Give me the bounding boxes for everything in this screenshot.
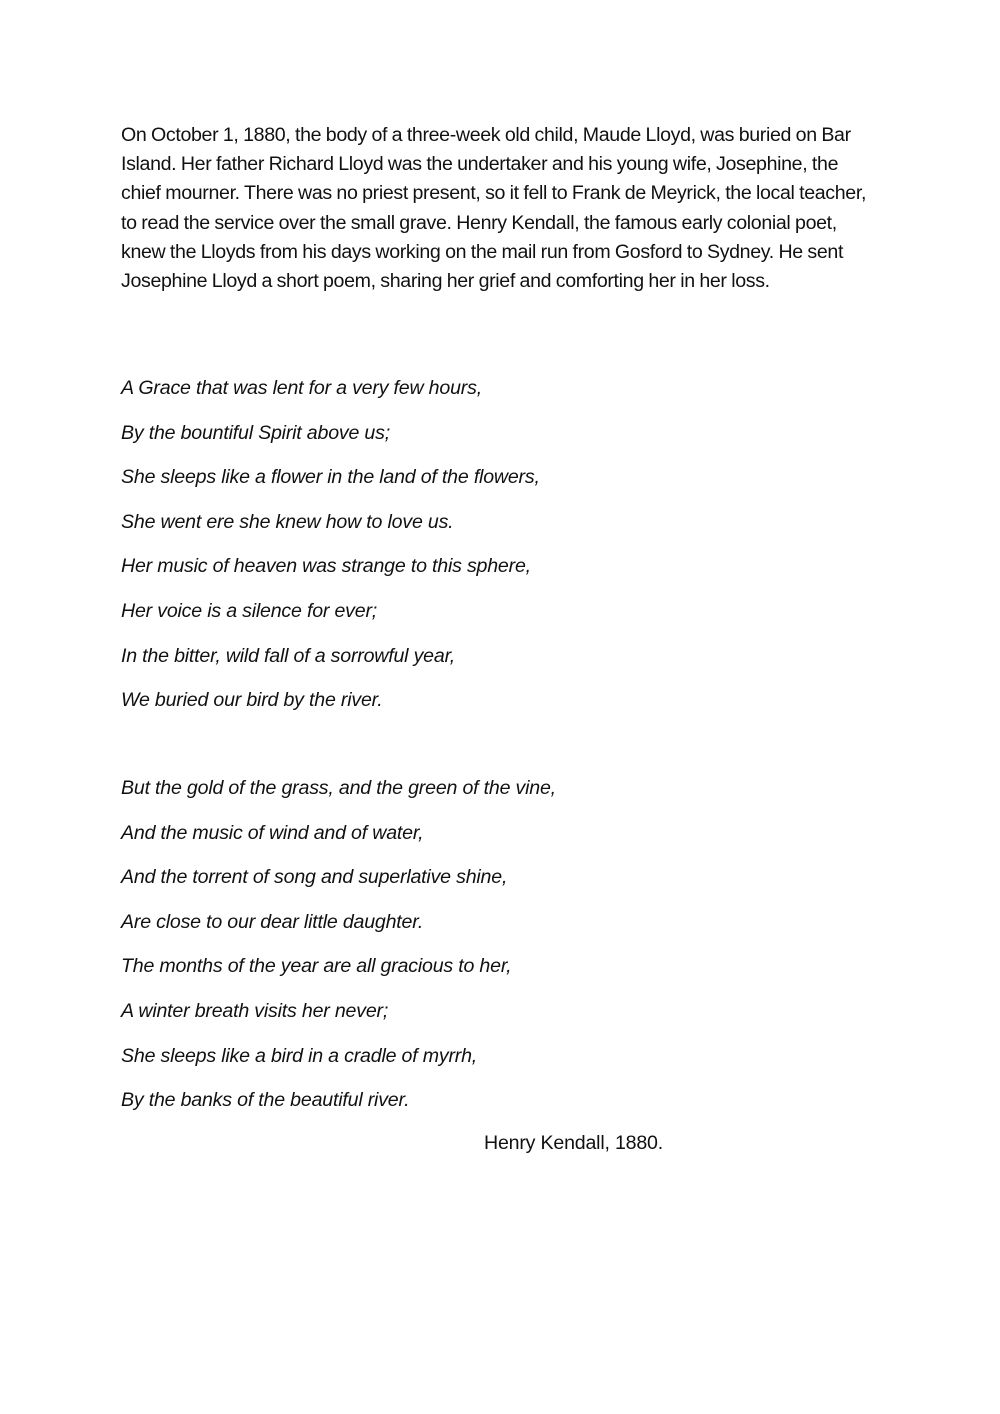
poem-line: The months of the year are all gracious to her, (121, 955, 512, 978)
poem-line: Are close to our dear little daughter. (121, 910, 424, 933)
poem-line: She sleeps like a flower in the land of the flowers, (121, 466, 540, 489)
poem-line: She sleeps like a bird in a cradle of myrrh, (121, 1044, 478, 1067)
poem-line: But the gold of the grass, and the green of the vine, (121, 777, 556, 799)
poem-stanza-2 (121, 766, 556, 1123)
poem-line: A winter breath visits her never; (121, 999, 389, 1022)
poem-line: By the banks of the beautiful river. (121, 1089, 410, 1112)
intro-paragraph: On October 1, 1880, the body of a three-week old child, Maude Lloyd, was buried on Bar Island. Her father Richard Lloyd was the undertaker and his young wife, Josephine, the chief mourner. There was no priest present, so it fell to Frank de Meyrick, the local teacher, to read the service over the small grave. Henry Kendall, the famous early colonial poet, knew the Lloyds from his days working on the mail run from Gosford to Sydney. He sent Josephine Lloyd a short poem, sharing her grief and comforting her in her loss. (121, 124, 867, 293)
poem-stanza-1 (121, 366, 540, 723)
poem-line: We buried our bird by the river. (121, 689, 383, 712)
poem-line: In the bitter, wild fall of a sorrowful year, (121, 644, 456, 667)
poem-line: By the bountiful Spirit above us; (121, 421, 390, 444)
poem-line: Her music of heaven was strange to this sphere, (121, 555, 531, 578)
poem-line: Her voice is a silence for ever; (121, 599, 378, 622)
poem-line: And the music of wind and of water, (121, 821, 424, 844)
poem-line: And the torrent of song and superlative shine, (121, 866, 508, 889)
poem-signature: Henry Kendall, 1880. (484, 1132, 663, 1154)
poem-line: A Grace that was lent for a very few hours, (121, 377, 482, 399)
poem-line: She went ere she knew how to love us. (121, 510, 454, 533)
